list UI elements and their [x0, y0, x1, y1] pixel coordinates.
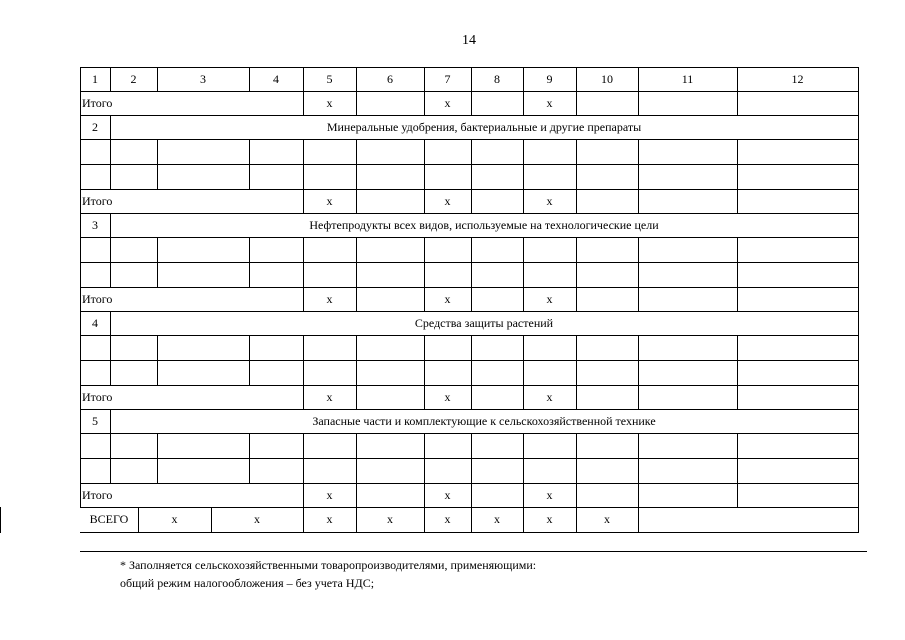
table-rule-vertical — [424, 433, 425, 459]
table-rule-vertical — [303, 458, 304, 484]
table-rule-vertical — [303, 335, 304, 361]
table-rule-vertical — [858, 458, 859, 484]
x-mark: х — [546, 292, 553, 306]
table-rule-vertical — [80, 458, 81, 484]
table-rule-vertical — [424, 483, 425, 508]
table-rule-vertical — [638, 164, 639, 190]
table-rule-vertical — [356, 385, 357, 410]
table-rule-vertical — [303, 433, 304, 459]
column-header: 10 — [601, 72, 613, 86]
column-header: 3 — [200, 72, 206, 86]
column-header: 6 — [387, 72, 393, 86]
footnote-line-1: * Заполняется сельскохозяйственными товаропроизводителями, применяющими: — [120, 558, 537, 572]
table-rule-vertical — [737, 164, 738, 190]
table-rule-vertical — [249, 237, 250, 263]
table-rule-vertical — [110, 164, 111, 190]
column-header: 4 — [273, 72, 279, 86]
x-mark: х — [326, 390, 333, 404]
table-rule-vertical — [356, 164, 357, 190]
table-rule-vertical — [303, 139, 304, 165]
table-rule-vertical — [858, 91, 859, 116]
table-rule-vertical — [523, 189, 524, 214]
table-rule-horizontal — [80, 335, 859, 336]
table-rule-vertical — [471, 237, 472, 263]
table-rule-vertical — [471, 385, 472, 410]
table-rule-vertical — [211, 507, 212, 533]
table-rule-vertical — [249, 335, 250, 361]
table-rule-vertical — [858, 483, 859, 508]
table-rule-vertical — [737, 483, 738, 508]
column-header: 2 — [130, 72, 137, 86]
table-rule-vertical — [858, 360, 859, 386]
table-rule-vertical — [471, 189, 472, 214]
itogo-label: Итого — [82, 292, 113, 306]
table-rule-vertical — [737, 385, 738, 410]
page-number: 14 — [462, 33, 476, 48]
table-rule-horizontal — [80, 213, 859, 214]
table-rule-vertical — [471, 335, 472, 361]
table-rule-vertical — [638, 507, 639, 533]
table-rule-vertical — [737, 237, 738, 263]
table-rule-vertical — [737, 360, 738, 386]
table-rule-vertical — [576, 262, 577, 288]
table-rule-vertical — [424, 139, 425, 165]
x-mark: х — [171, 512, 178, 526]
table-rule-vertical — [110, 311, 111, 336]
table-rule-vertical — [303, 189, 304, 214]
table-rule-vertical — [471, 139, 472, 165]
table-rule-horizontal — [80, 91, 859, 92]
x-mark: х — [444, 194, 451, 208]
table-rule-horizontal — [80, 433, 859, 434]
table-rule-vertical — [523, 91, 524, 116]
table-rule-vertical — [303, 237, 304, 263]
table-rule-vertical — [157, 164, 158, 190]
table-rule-vertical — [424, 262, 425, 288]
table-rule-vertical — [858, 189, 859, 214]
table-rule-vertical — [576, 91, 577, 116]
table-rule-vertical — [576, 139, 577, 165]
table-rule-vertical — [424, 507, 425, 533]
x-mark: х — [444, 488, 451, 502]
table-rule-vertical — [157, 458, 158, 484]
column-header: 8 — [494, 72, 500, 86]
column-header: 5 — [326, 72, 333, 86]
table-rule-vertical — [471, 164, 472, 190]
table-rule-vertical — [80, 311, 81, 336]
table-rule-horizontal — [80, 483, 859, 484]
table-rule-vertical — [356, 189, 357, 214]
table-rule-vertical — [576, 67, 577, 92]
x-mark: х — [546, 96, 553, 110]
table-rule-vertical — [638, 189, 639, 214]
table-rule-vertical — [576, 507, 577, 533]
table-rule-vertical — [576, 237, 577, 263]
table-rule-vertical — [737, 91, 738, 116]
table-rule-vertical — [138, 507, 139, 533]
table-rule-vertical — [858, 311, 859, 336]
table-rule-vertical — [523, 139, 524, 165]
table-rule-vertical — [424, 67, 425, 92]
table-rule-vertical — [638, 262, 639, 288]
table-rule-vertical — [638, 433, 639, 459]
table-rule-vertical — [356, 360, 357, 386]
table-rule-vertical — [638, 385, 639, 410]
table-rule-vertical — [523, 287, 524, 312]
table-rule-vertical — [858, 335, 859, 361]
section-title: Минеральные удобрения, бактериальные и другие препараты — [326, 120, 642, 134]
table-rule-horizontal — [80, 237, 859, 238]
table-rule-horizontal — [80, 189, 859, 190]
table-rule-vertical — [80, 115, 81, 140]
itogo-label: Итого — [82, 390, 113, 404]
x-mark: х — [546, 390, 553, 404]
x-mark: х — [494, 512, 500, 526]
table-rule-vertical — [80, 483, 81, 508]
table-rule-vertical — [80, 91, 81, 116]
table-rule-vertical — [471, 91, 472, 116]
column-header: 7 — [444, 72, 451, 86]
table-rule-vertical — [157, 335, 158, 361]
table-rule-vertical — [576, 433, 577, 459]
table-rule-vertical — [80, 213, 81, 238]
table-rule-vertical — [424, 164, 425, 190]
table-rule-vertical — [523, 67, 524, 92]
table-rule-vertical — [424, 237, 425, 263]
table-rule-vertical — [737, 433, 738, 459]
table-rule-vertical — [110, 433, 111, 459]
table-rule-vertical — [523, 237, 524, 263]
section-number: 3 — [92, 218, 98, 232]
table-rule-vertical — [737, 139, 738, 165]
table-rule-vertical — [471, 458, 472, 484]
table-rule-vertical — [737, 335, 738, 361]
table-rule-vertical — [110, 139, 111, 165]
table-rule-vertical — [157, 360, 158, 386]
table-rule-horizontal — [80, 311, 859, 312]
table-rule-vertical — [523, 507, 524, 533]
table-rule-vertical — [471, 483, 472, 508]
x-mark: х — [604, 512, 610, 526]
table-rule-vertical — [737, 287, 738, 312]
table-rule-vertical — [471, 67, 472, 92]
table-rule-vertical — [249, 433, 250, 459]
table-rule-vertical — [523, 483, 524, 508]
total-label: ВСЕГО — [89, 512, 129, 526]
table-rule-vertical — [424, 287, 425, 312]
table-rule-vertical — [80, 409, 81, 434]
table-rule-vertical — [356, 237, 357, 263]
table-rule-vertical — [80, 139, 81, 165]
table-rule-vertical — [858, 213, 859, 238]
table-rule-vertical — [80, 164, 81, 190]
x-mark: х — [444, 512, 451, 526]
table-rule-vertical — [80, 237, 81, 263]
x-mark: х — [444, 292, 451, 306]
x-mark: х — [444, 390, 451, 404]
table-rule-vertical — [110, 262, 111, 288]
table-rule-vertical — [303, 164, 304, 190]
table-rule-vertical — [576, 458, 577, 484]
x-mark: х — [326, 512, 333, 526]
table-rule-vertical — [523, 385, 524, 410]
table-rule-horizontal — [80, 287, 859, 288]
x-mark: х — [326, 96, 333, 110]
section-title: Запасные части и комплектующие к сельскохозяйственной технике — [312, 414, 656, 428]
table-rule-horizontal — [80, 164, 859, 165]
table-rule-vertical — [110, 458, 111, 484]
table-rule-vertical — [576, 360, 577, 386]
table-rule-vertical — [523, 164, 524, 190]
table-rule-vertical — [110, 213, 111, 238]
table-rule-vertical — [737, 67, 738, 92]
x-mark: х — [546, 488, 553, 502]
table-rule-vertical — [249, 67, 250, 92]
table-rule-vertical — [858, 67, 859, 92]
column-header: 9 — [546, 72, 553, 86]
table-rule-vertical — [303, 483, 304, 508]
itogo-label: Итого — [82, 194, 113, 208]
table-rule-vertical — [249, 139, 250, 165]
table-rule-horizontal — [80, 385, 859, 386]
table-rule-vertical — [356, 433, 357, 459]
table-rule-horizontal — [80, 458, 859, 459]
table-rule-vertical — [80, 287, 81, 312]
table-rule-vertical — [356, 287, 357, 312]
table-rule-vertical — [157, 67, 158, 92]
table-rule-vertical — [471, 287, 472, 312]
section-number: 4 — [92, 316, 98, 330]
column-header: 12 — [791, 72, 804, 86]
table-rule-vertical — [471, 262, 472, 288]
table-rule-vertical — [303, 360, 304, 386]
column-header: 1 — [92, 72, 98, 86]
table-rule-vertical — [638, 458, 639, 484]
footnote-divider — [80, 551, 867, 552]
table-rule-vertical — [424, 335, 425, 361]
table-rule-vertical — [424, 385, 425, 410]
table-rule-vertical — [638, 335, 639, 361]
table-rule-vertical — [858, 237, 859, 263]
table-rule-vertical — [110, 409, 111, 434]
table-rule-vertical — [110, 115, 111, 140]
table-rule-vertical — [356, 483, 357, 508]
table-rule-horizontal — [80, 507, 859, 508]
table-rule-vertical — [576, 164, 577, 190]
table-rule-vertical — [471, 507, 472, 533]
table-rule-vertical — [356, 262, 357, 288]
table-rule-vertical — [249, 360, 250, 386]
table-rule-vertical — [638, 360, 639, 386]
table-rule-vertical — [303, 507, 304, 533]
table-rule-horizontal — [80, 532, 859, 533]
table-rule-vertical — [80, 360, 81, 386]
table-rule-horizontal — [80, 262, 859, 263]
table-rule-vertical — [576, 335, 577, 361]
table-rule-vertical — [858, 115, 859, 140]
itogo-label: Итого — [82, 96, 113, 110]
table-rule-vertical — [157, 262, 158, 288]
table-rule-vertical — [356, 458, 357, 484]
table-rule-vertical — [471, 360, 472, 386]
table-rule-vertical — [80, 262, 81, 288]
table-rule-vertical — [424, 91, 425, 116]
table-rule-vertical — [356, 91, 357, 116]
table-rule-vertical — [638, 483, 639, 508]
table-rule-vertical — [638, 237, 639, 263]
table-rule-vertical — [576, 385, 577, 410]
table-rule-vertical — [80, 189, 81, 214]
table-rule-vertical — [303, 67, 304, 92]
table-rule-vertical — [110, 335, 111, 361]
table-rule-vertical — [356, 67, 357, 92]
table-rule-vertical — [80, 433, 81, 459]
table-rule-vertical — [303, 385, 304, 410]
x-mark: х — [444, 96, 451, 110]
table-rule-vertical — [157, 237, 158, 263]
table-rule-vertical — [737, 189, 738, 214]
x-mark: х — [387, 512, 393, 526]
table-rule-vertical — [0, 507, 1, 533]
table-rule-horizontal — [80, 139, 859, 140]
table-rule-vertical — [523, 262, 524, 288]
table-rule-vertical — [576, 287, 577, 312]
x-mark: х — [326, 488, 333, 502]
table-rule-vertical — [858, 433, 859, 459]
table-rule-vertical — [471, 433, 472, 459]
table-rule-vertical — [110, 237, 111, 263]
table-rule-vertical — [356, 139, 357, 165]
table-rule-vertical — [523, 335, 524, 361]
table-rule-vertical — [356, 335, 357, 361]
table-rule-vertical — [303, 262, 304, 288]
x-mark: х — [546, 512, 553, 526]
table-rule-horizontal — [80, 409, 859, 410]
itogo-label: Итого — [82, 488, 113, 502]
table-rule-vertical — [523, 360, 524, 386]
table-rule-vertical — [303, 287, 304, 312]
table-rule-vertical — [858, 385, 859, 410]
table-rule-vertical — [523, 458, 524, 484]
table-rule-vertical — [858, 139, 859, 165]
table-rule-vertical — [737, 458, 738, 484]
table-rule-vertical — [576, 189, 577, 214]
table-rule-vertical — [638, 287, 639, 312]
footnote-line-2: общий режим налогообложения – без учета НДС; — [120, 576, 375, 590]
table-rule-vertical — [303, 91, 304, 116]
table-rule-vertical — [638, 67, 639, 92]
table-rule-vertical — [858, 164, 859, 190]
table-rule-horizontal — [80, 360, 859, 361]
table-rule-vertical — [110, 67, 111, 92]
table-rule-vertical — [157, 139, 158, 165]
table-rule-vertical — [858, 409, 859, 434]
table-rule-vertical — [80, 67, 81, 92]
table-rule-vertical — [249, 164, 250, 190]
section-title: Средства защиты растений — [414, 316, 554, 330]
section-title: Нефтепродукты всех видов, используемые на технологические цели — [309, 218, 659, 232]
table-rule-vertical — [576, 483, 577, 508]
x-mark: х — [254, 512, 260, 526]
table-rule-vertical — [523, 433, 524, 459]
column-header: 11 — [681, 72, 694, 86]
table-rule-vertical — [356, 507, 357, 533]
table-rule-vertical — [249, 458, 250, 484]
table-rule-vertical — [424, 360, 425, 386]
table-rule-horizontal — [80, 115, 859, 116]
table-rule-horizontal — [80, 67, 859, 68]
section-number: 2 — [92, 120, 98, 134]
table-rule-vertical — [858, 262, 859, 288]
table-rule-vertical — [110, 360, 111, 386]
table-rule-vertical — [157, 433, 158, 459]
x-mark: х — [546, 194, 553, 208]
table-rule-vertical — [424, 458, 425, 484]
table-rule-vertical — [858, 507, 859, 533]
table-rule-vertical — [80, 335, 81, 361]
table-rule-vertical — [858, 287, 859, 312]
x-mark: х — [326, 292, 333, 306]
x-mark: х — [326, 194, 333, 208]
table-rule-vertical — [638, 91, 639, 116]
table-rule-vertical — [424, 189, 425, 214]
table-rule-vertical — [80, 385, 81, 410]
table-rule-vertical — [249, 262, 250, 288]
table-rule-vertical — [737, 262, 738, 288]
table-rule-vertical — [638, 139, 639, 165]
section-number: 5 — [92, 414, 98, 428]
